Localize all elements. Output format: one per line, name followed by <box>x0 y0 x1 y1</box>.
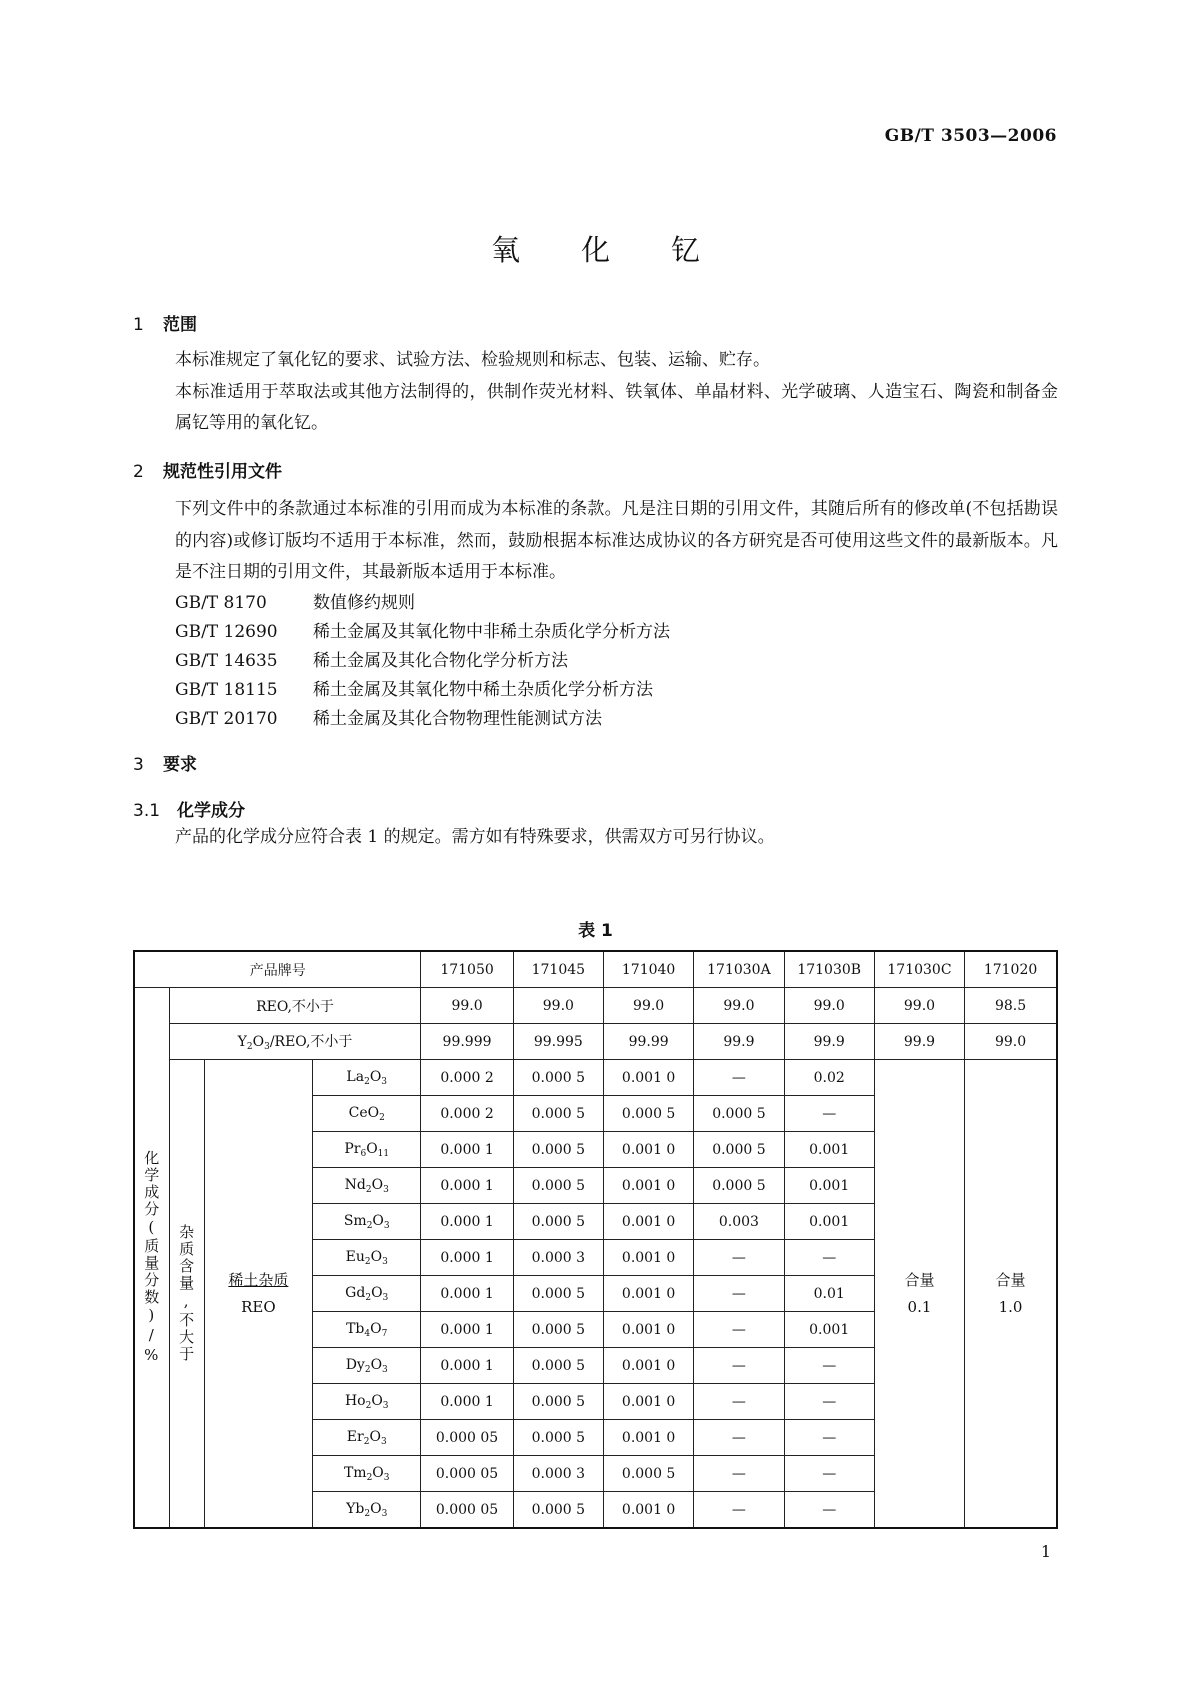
value-cell: 0.000 1 <box>421 1276 513 1312</box>
title-char: 钇 <box>670 233 700 267</box>
oxide-label: $Gd_2O_3$ <box>313 1276 421 1312</box>
value-cell: — <box>694 1240 784 1276</box>
value-cell: 99.0 <box>694 988 784 1024</box>
value-cell: 0.001 <box>784 1204 874 1240</box>
value-cell: 0.01 <box>784 1276 874 1312</box>
oxide-label: $Ho_2O_3$ <box>313 1384 421 1420</box>
value-cell: 0.000 5 <box>513 1276 603 1312</box>
merged-total-cell <box>965 1060 1057 1529</box>
title-char: 化 <box>580 233 610 267</box>
impurity-label: 杂质含量,不大于 <box>177 1224 196 1363</box>
paragraph: 本标准适用于萃取法或其他方法制得的，供制作荧光材料、铁氧体、单晶材料、光学破璃、人造宝石、陶瓷和制备金属钇等用的氧化钇。 <box>175 381 1058 433</box>
section-3-body <box>133 822 1058 854</box>
value-cell: 99.9 <box>694 1024 784 1060</box>
reference-item <box>175 704 602 729</box>
value-cell: 0.000 1 <box>421 1348 513 1384</box>
value-cell: — <box>784 1456 874 1492</box>
value-cell: 0.000 5 <box>513 1132 603 1168</box>
value-cell: — <box>694 1348 784 1384</box>
value-cell: 0.000 5 <box>694 1168 784 1204</box>
value-cell: — <box>694 1492 784 1529</box>
value-cell: — <box>694 1456 784 1492</box>
grade-cell: 171040 <box>603 951 693 988</box>
subsection-3-1-heading <box>133 796 245 821</box>
value-cell: 0.000 5 <box>513 1312 603 1348</box>
value-cell: 0.000 05 <box>421 1420 513 1456</box>
reference-code: GB/T 20170 <box>175 709 278 729</box>
value-cell: 0.001 0 <box>603 1240 693 1276</box>
reference-code: GB/T 12690 <box>175 622 278 642</box>
oxide-label: $Er_2O_3$ <box>313 1420 421 1456</box>
side-label: 化学成分(质量分数)/% <box>142 1149 161 1366</box>
impurity-label-cell <box>169 1060 204 1529</box>
value-cell: 0.001 <box>784 1312 874 1348</box>
reference-item <box>175 588 415 613</box>
value-cell: 0.001 0 <box>603 1492 693 1529</box>
value-cell: 99.995 <box>513 1024 603 1060</box>
value-cell: — <box>694 1276 784 1312</box>
value-cell: 0.000 5 <box>603 1456 693 1492</box>
oxide-label: $Tb_4O_7$ <box>313 1312 421 1348</box>
grade-cell: 171020 <box>965 951 1057 988</box>
section-number: 1 <box>133 315 144 335</box>
value-cell: 0.000 05 <box>421 1456 513 1492</box>
oxide-label: $Nd_2O_3$ <box>313 1168 421 1204</box>
value-cell: 0.001 0 <box>603 1168 693 1204</box>
value-cell: 0.000 05 <box>421 1492 513 1529</box>
value-cell: 0.003 <box>694 1204 784 1240</box>
value-cell: 0.000 5 <box>694 1132 784 1168</box>
title-char: 氧 <box>490 233 520 267</box>
section-number: 3 <box>133 755 144 775</box>
merged-total-label: 合量 <box>904 1270 935 1289</box>
grade-cell: 171050 <box>421 951 513 988</box>
oxide-label: $Sm_2O_3$ <box>313 1204 421 1240</box>
section-number: 3.1 <box>133 801 161 821</box>
value-cell: 99.0 <box>965 1024 1057 1060</box>
section-title: 要求 <box>163 755 197 775</box>
grade-cell: 171030B <box>784 951 874 988</box>
section-2-heading <box>133 457 282 482</box>
section-title: 范围 <box>163 315 197 335</box>
paragraph: 下列文件中的条款通过本标准的引用而成为本标准的条款。凡是注日期的引用文件，其随后所有的修改单(不包括勘误的内容)或修订版均不适用于本标准，然而，鼓励根据本标准达成协议的各方研究是否可使用这些文件的最新版本。凡是不注日期的引用文件，其最新版本适用于本标准。 <box>175 499 1058 582</box>
oxide-label: $Pr_6O_{11}$ <box>313 1132 421 1168</box>
table-row <box>134 1060 1057 1096</box>
grade-cell: 171030C <box>874 951 964 988</box>
value-cell: 99.0 <box>784 988 874 1024</box>
value-cell: 0.000 5 <box>513 1492 603 1529</box>
value-cell: 0.001 <box>784 1132 874 1168</box>
value-cell: 0.000 1 <box>421 1312 513 1348</box>
value-cell: — <box>784 1240 874 1276</box>
table-header-row <box>134 951 1057 988</box>
value-cell: 0.000 3 <box>513 1456 603 1492</box>
paragraph: 产品的化学成分应符合表 1 的规定。需方如有特殊要求，供需双方可另行协议。 <box>175 827 775 847</box>
oxide-label: $Eu_2O_3$ <box>313 1240 421 1276</box>
value-cell: 0.02 <box>784 1060 874 1096</box>
value-cell: 0.001 0 <box>603 1204 693 1240</box>
value-cell: 99.9 <box>874 1024 964 1060</box>
side-label-cell <box>134 988 169 1529</box>
reference-code: GB/T 8170 <box>175 593 267 613</box>
table-row <box>134 1024 1057 1060</box>
reo-impurity-label: REO <box>241 1297 276 1316</box>
value-cell: 99.99 <box>603 1024 693 1060</box>
table-row <box>134 988 1057 1024</box>
merged-total-value: 1.0 <box>998 1297 1023 1316</box>
reference-title: 稀土金属及其氧化物中非稀土杂质化学分析方法 <box>313 622 670 642</box>
value-cell: 99.9 <box>784 1024 874 1060</box>
value-cell: 0.000 3 <box>513 1240 603 1276</box>
reference-title: 数值修约规则 <box>313 593 415 613</box>
reo-impurity-label: 稀土杂质 <box>228 1270 289 1289</box>
value-cell: 99.0 <box>513 988 603 1024</box>
value-cell: 0.000 1 <box>421 1204 513 1240</box>
oxide-label: $Dy_2O_3$ <box>313 1348 421 1384</box>
value-cell: 0.001 0 <box>603 1348 693 1384</box>
value-cell: 0.000 5 <box>513 1204 603 1240</box>
page-number: 1 <box>1040 1542 1051 1561</box>
grade-header: 产品牌号 <box>134 951 421 988</box>
value-cell: 0.000 5 <box>513 1420 603 1456</box>
value-cell: 0.001 0 <box>603 1420 693 1456</box>
value-cell: 0.000 5 <box>513 1348 603 1384</box>
value-cell: 0.001 0 <box>603 1312 693 1348</box>
reference-code: GB/T 18115 <box>175 680 278 700</box>
oxide-label: CeO$_2$ <box>313 1096 421 1132</box>
value-cell: — <box>694 1420 784 1456</box>
row-label: REO,不小于 <box>169 988 421 1024</box>
oxide-label: $Yb_2O_3$ <box>313 1492 421 1529</box>
value-cell: 0.001 <box>784 1168 874 1204</box>
row-label: $Y_2O_3$/REO,不小于 <box>169 1024 421 1060</box>
value-cell: — <box>784 1096 874 1132</box>
reference-code: GB/T 14635 <box>175 651 278 671</box>
reference-item <box>175 646 568 671</box>
value-cell: — <box>784 1348 874 1384</box>
section-1-body <box>133 345 1058 440</box>
value-cell: 0.001 0 <box>603 1060 693 1096</box>
section-2-body <box>133 494 1058 589</box>
standard-code: GB/T 3503—2006 <box>884 126 1057 146</box>
section-1-heading <box>133 310 197 335</box>
reference-item <box>175 617 670 642</box>
merged-total-value: 0.1 <box>907 1297 932 1316</box>
section-title: 化学成分 <box>177 801 245 821</box>
section-title: 规范性引用文件 <box>163 462 282 482</box>
value-cell: 0.000 5 <box>513 1168 603 1204</box>
grade-cell: 171045 <box>513 951 603 988</box>
value-cell: — <box>784 1420 874 1456</box>
value-cell: 0.000 1 <box>421 1132 513 1168</box>
value-cell: 0.000 5 <box>513 1096 603 1132</box>
value-cell: 99.0 <box>603 988 693 1024</box>
value-cell: 0.001 0 <box>603 1276 693 1312</box>
grade-cell: 171030A <box>694 951 784 988</box>
value-cell: 0.001 0 <box>603 1132 693 1168</box>
value-cell: — <box>784 1384 874 1420</box>
value-cell: — <box>694 1060 784 1096</box>
value-cell: 99.999 <box>421 1024 513 1060</box>
value-cell: 0.000 5 <box>603 1096 693 1132</box>
paragraph: 本标准规定了氧化钇的要求、试验方法、检验规则和标志、包装、运输、贮存。 <box>175 350 770 370</box>
reo-impurity-cell <box>204 1060 312 1529</box>
value-cell: 0.001 0 <box>603 1384 693 1420</box>
section-number: 2 <box>133 462 144 482</box>
merged-total-label: 合量 <box>995 1270 1026 1289</box>
chemical-composition-table <box>133 950 1058 1529</box>
value-cell: 99.0 <box>874 988 964 1024</box>
section-3-heading <box>133 750 197 775</box>
value-cell: 0.000 1 <box>421 1240 513 1276</box>
merged-total-cell <box>874 1060 964 1529</box>
reference-title: 稀土金属及其化合物物理性能测试方法 <box>313 709 602 729</box>
value-cell: 0.000 5 <box>513 1060 603 1096</box>
value-cell: — <box>784 1492 874 1529</box>
value-cell: 0.000 5 <box>513 1384 603 1420</box>
value-cell: 98.5 <box>965 988 1057 1024</box>
value-cell: 0.000 2 <box>421 1060 513 1096</box>
value-cell: 0.000 1 <box>421 1384 513 1420</box>
value-cell: 99.0 <box>421 988 513 1024</box>
value-cell: 0.000 5 <box>694 1096 784 1132</box>
value-cell: 0.000 2 <box>421 1096 513 1132</box>
oxide-label: $La_2O_3$ <box>313 1060 421 1096</box>
document-title <box>0 228 1191 269</box>
value-cell: — <box>694 1312 784 1348</box>
reference-title: 稀土金属及其氧化物中稀土杂质化学分析方法 <box>313 680 653 700</box>
oxide-label: $Tm_2O_3$ <box>313 1456 421 1492</box>
reference-item <box>175 675 653 700</box>
table-caption: 表 1 <box>578 921 613 941</box>
reference-title: 稀土金属及其化合物化学分析方法 <box>313 651 568 671</box>
value-cell: 0.000 1 <box>421 1168 513 1204</box>
value-cell: — <box>694 1384 784 1420</box>
